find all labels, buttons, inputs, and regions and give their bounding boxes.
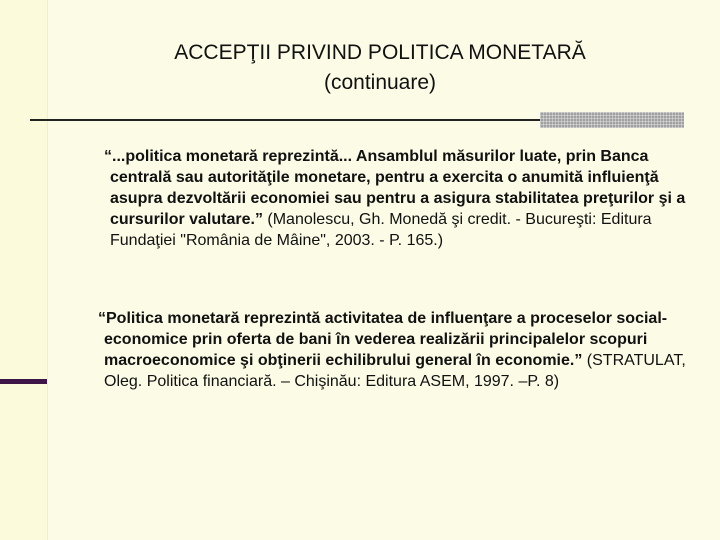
citation-text: (STRATULAT, Oleg. Politica financiară. – Chişinău: Editura ASEM, 1997. –P. 8) [104,352,686,390]
left-decorative-bar [0,0,48,540]
left-accent-bar [0,379,47,384]
quote-paragraph-stratulat [98,308,694,392]
slide-title-line-1: ACCEPŢII PRIVIND POLITICA MONETARĂ [174,41,586,64]
slide-title [70,38,690,98]
title-decorative-block [540,112,684,128]
slide-title-line-2: (continuare) [323,71,437,94]
citation-text: (Manolescu, Gh. Monedă şi credit. - Bucureşti: Editura Fundaţiei "România de Mâine", 2003. - P. 165.) [110,211,652,249]
quote-paragraph-manolescu [104,146,695,251]
quote-text: “...politica monetară reprezintă... Ansamblul măsurilor luate, prin Banca centrală sau autorităţile monetare, pentru a exercita o anumită influienţă asupra dezvoltării economiei sau pentru a asigura stabilitatea preţurilor şi a cursurilor valutare.” [104,148,686,228]
quote-text: “Politica monetară reprezintă activitatea de influenţare a proceselor social-economice prin oferta de bani în vederea realizării principalelor scopuri macroeconomice şi obţinerii echilibrului general în economie.” [98,310,668,369]
title-underline-rule [30,119,540,121]
